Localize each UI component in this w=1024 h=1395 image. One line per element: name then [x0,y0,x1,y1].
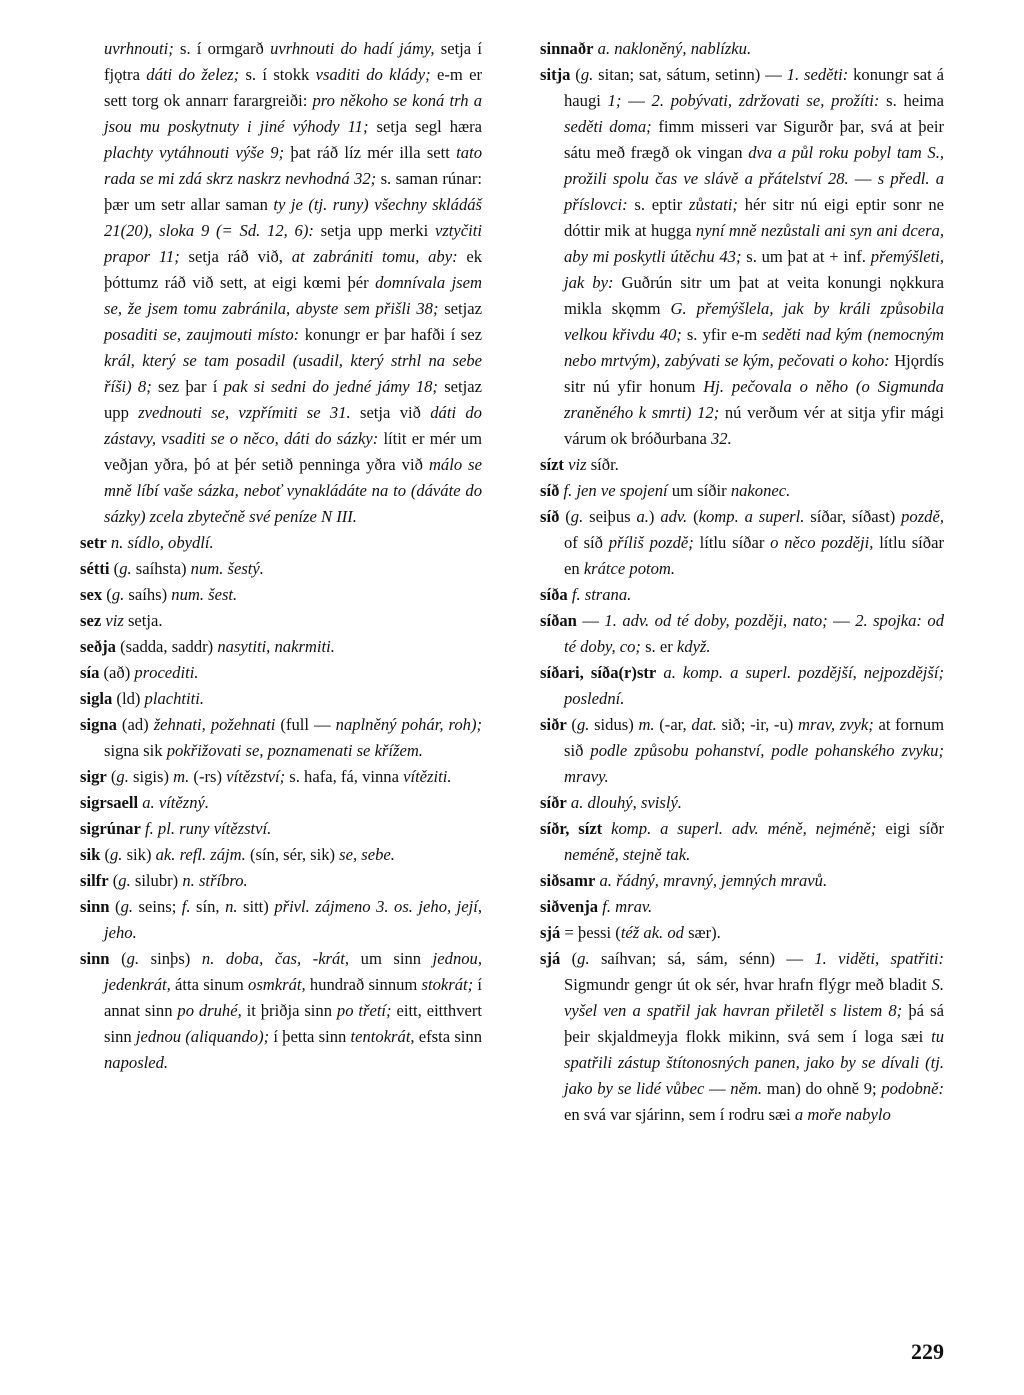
entry-text: síðar, síðast) [804,507,902,526]
entry-text: konungr er þar hafði í sez [299,325,482,344]
italic-gloss: pozdě, [901,507,944,526]
entry-text: e-m er sett torg ok annarr farargreiði: [104,65,482,110]
entry-text: um síðir [667,481,731,500]
headword: sjá [540,923,561,942]
entry-text: í þetta sinn [269,1027,351,1046]
headword: sex [80,585,103,604]
dictionary-entry [540,36,944,62]
dictionary-entry [80,634,482,660]
italic-gloss: 32. [711,429,732,448]
entry-text: saíhsta) [131,559,191,578]
entry-text: þá sá þeir skjaldmeyja flokk mikinn, svá sem í loga sæi [564,1001,944,1046]
italic-gloss: f. strana. [571,585,632,604]
entry-text: setjaz [438,299,482,318]
italic-gloss: a. [636,507,649,526]
entry-text: sitan; sat, sátum, setinn) — [593,65,787,84]
italic-gloss: pro někoho se koná trh a jsou mu poskytnuty i jiné výhody 11; [104,91,482,136]
italic-gloss: n. doba, čas, -krát, [201,949,350,968]
italic-gloss: g. [576,715,590,734]
dictionary-entry [80,530,482,556]
italic-gloss: když. [676,637,711,656]
headword: sik [80,845,101,864]
entry-text: ( [100,845,110,864]
entry-text: s. heima [879,91,945,110]
italic-gloss: dat. [691,715,717,734]
italic-gloss: plachty vytáhnouti výše 9; [104,143,285,162]
dictionary-entry [540,452,944,478]
entry-text: hundrað sinnum [305,975,422,994]
dictionary-entry [80,660,482,686]
dictionary-entry [540,608,944,660]
italic-gloss: prоcediti. [134,663,199,682]
entry-text: ( [560,949,578,968]
italic-gloss: n. stříbro. [182,871,248,890]
entry-text: saíhvan; sá, sám, sénn) — [589,949,815,968]
headword: sigla [80,689,113,708]
headword: sinn [80,897,110,916]
italic-gloss: g. [111,585,125,604]
italic-gloss: málo se mně líbí vaše sázka, neboť vynakládáte na to (dáváte do sázky) zcela zbytečně své peníze N III. [104,455,482,526]
entry-text: sinþs) [139,949,202,968]
italic-gloss: a. nakloněný, nablízku. [597,39,752,58]
entry-text: sigis) [128,767,174,786]
dictionary-entry [80,894,482,946]
headword: sjá [540,949,561,968]
italic-gloss: přemýšleti, jak by: [564,247,944,292]
italic-gloss: s předl. a příslovci: [564,169,945,214]
italic-gloss: dáti do zástavy, vsaditi se o něco, dáti do sázky: [104,403,482,448]
headword: sitja [540,65,571,84]
headword: sinnaðr [540,39,594,58]
italic-gloss: po druhé, [177,1001,242,1020]
dictionary-entry [80,556,482,582]
italic-gloss: f. jen ve spojení [563,481,668,500]
italic-gloss: a. vítězný. [142,793,210,812]
italic-gloss: naplněný pohár, roh); [335,715,483,734]
italic-gloss: S. vyšel ven a spatřil jak havran přiletěl s listem 8; [564,975,944,1020]
italic-gloss: vsaditi do klády; [315,65,431,84]
italic-gloss: g. [119,559,132,578]
italic-gloss: Hj. pečovala o něho (o Sigmunda zraněného k smrti) 12; [564,377,944,422]
entry-text: signa sik [104,741,167,760]
dictionary-entry [80,764,482,790]
entry-text: setja upp merki [313,221,435,240]
entry-text: — [848,169,878,188]
entry-text: (sín, sér, sik) [245,845,340,864]
italic-gloss: 1. viděti, spatřiti: [814,949,944,968]
italic-gloss: G. přemýšlela, jak by králi způsobila velkou křivdu 40; [564,299,945,344]
italic-gloss: zůstati; [689,195,738,214]
italic-gloss: uvrhnouti; [104,39,174,58]
italic-gloss: at zabrániti tomu, aby: [291,247,458,266]
italic-gloss: král, který se tam posadil (usadil, který strhl na sebe říši) 8; [104,351,482,396]
entry-text: þat ráð líz mér illa sett [284,143,457,162]
headword: sigrsaell [80,793,139,812]
entry-text: ( [566,715,577,734]
italic-gloss: num. šest. [171,585,238,604]
italic-gloss: krátce potom. [583,559,676,578]
entry-text: — [827,611,856,630]
entry-text: átta sinum [170,975,249,994]
italic-gloss: g. [118,871,131,890]
entry-text: eitt, eitthvert sinn [104,1001,482,1046]
italic-gloss: jednou (aliquando); [135,1027,270,1046]
entry-text: ( [559,507,571,526]
entry-text: lítlu síðar en [564,533,944,578]
entry-text: s. hafa, fá, vinna [285,767,404,786]
entry-text: fimm misseri var Sigurðr þar, svá at þeir sátu með frægð ok vingan [564,117,944,162]
entry-text: s. yfir e-m [681,325,763,344]
entry-text: (-rs) [189,767,227,786]
entry-text: ( [109,559,120,578]
entry-text: man) do ohně 9; [762,1079,882,1098]
italic-gloss: dva a půl roku pobyl tam S., prožili spolu čas ve slávě a přátelství 28. [564,143,944,188]
italic-gloss: a. dlouhý, svislý. [570,793,682,812]
entry-text: s. í ormgarð [173,39,271,58]
dictionary-entry [80,842,482,868]
entry-text: — [621,91,652,110]
entry-text: seins; [133,897,182,916]
entry-text: sitt) [237,897,275,916]
entry-text: nú verðum vér at sitja yfir mági várum ok bróðurbana [564,403,944,448]
entry-text: ( [108,871,119,890]
italic-gloss: přivl. zájmeno 3. os. jeho, její, jeho. [104,897,482,942]
headword: sez [80,611,102,630]
headword: sigrúnar [80,819,141,838]
entry-text: sær). [683,923,721,942]
entry-text: setja við [350,403,431,422]
entry-text: sez þar í [151,377,224,396]
italic-gloss: neméně, stejně tak. [564,845,691,864]
dictionary-entry [540,920,944,946]
entry-text: ( [106,767,117,786]
left-column [80,36,482,1076]
italic-gloss: komp. a superl. [698,507,805,526]
italic-gloss: m. [638,715,655,734]
entry-text: (ld) [112,689,145,708]
italic-gloss: něm. [730,1079,763,1098]
italic-gloss: a. komp. a superl. pozdější, nejpozdější; poslední. [564,663,944,708]
entry-text: ( [109,897,121,916]
headword: síð [540,481,560,500]
entry-text: of síð [564,533,609,552]
italic-gloss: posaditi se, zaujmouti místo: [104,325,300,344]
entry-text: ek þóttumz ráð við sett, at eigi kœmi þér [104,247,483,292]
italic-gloss: n. [225,897,238,916]
dictionary-entry [540,712,944,790]
italic-gloss: viz [105,611,124,630]
headword: sinn [80,949,110,968]
italic-gloss: tu spatřili zástup štítonosných panen, jako by se dívali (tj. jako by se lidé vůbec [564,1027,944,1098]
italic-gloss: seděti nad kým (nemocným nebo mrtvým), zabývati se kým, pečovati o koho: [564,325,944,370]
italic-gloss: g. [109,845,123,864]
headword: sétti [80,559,110,578]
entry-text: (að) [99,663,135,682]
entry-text: setja í fjǫtra [104,39,482,84]
italic-gloss: a. řádný, mravný, jemných mravů. [599,871,828,890]
italic-gloss: ak. refl. zájm. [155,845,246,864]
italic-gloss: po třetí; [336,1001,392,1020]
headword: seðja [80,637,116,656]
entry-text: = þessi ( [560,923,621,942]
italic-gloss: naposled. [104,1053,169,1072]
entry-text: konungr sat á haugi [564,65,944,110]
page-number: 229 [911,1339,944,1364]
italic-gloss: nyní mně nezůstali ani syn ani dcera, aby mi poskytli útěchu 43; [564,221,944,266]
headword: sigr [80,767,107,786]
italic-gloss: dáti do želez; [146,65,240,84]
headword: signa [80,715,117,734]
entry-text: síðr. [586,455,619,474]
italic-gloss: m. [173,767,190,786]
headword: síða [540,585,568,604]
italic-gloss: 1. seděti: [786,65,849,84]
italic-gloss: adv. [660,507,688,526]
italic-gloss: tato rada se mi zdá skrz naskrz nevhodná 32; [104,143,482,188]
italic-gloss: vztyčiti prapor 11; [104,221,482,266]
italic-gloss: n. sídlo, obydlí. [110,533,214,552]
entry-text: setja. [123,611,163,630]
entry-text [602,819,611,838]
entry-text: (-ar, [654,715,692,734]
dictionary-entry [80,712,482,764]
entry-text: um sinn [349,949,433,968]
headword: siðvenja [540,897,599,916]
italic-gloss: nasytiti, nakrmiti. [217,637,335,656]
italic-gloss: ty je (tj. runy) všechny skládáš 21(20), sloka 9 (= Sd. 12, 6): [104,195,482,240]
entry-text: seiþus [583,507,637,526]
dictionary-entry [80,582,482,608]
italic-gloss: g. [580,65,594,84]
entry-text: ( [109,949,127,968]
italic-gloss: g. [577,949,590,968]
entry-text: at fornum sið [564,715,944,760]
dictionary-entry [540,478,944,504]
italic-gloss: plachtiti. [144,689,205,708]
dictionary-entry [80,686,482,712]
italic-gloss: f. [181,897,191,916]
italic-gloss: pak si sedni do jedné jámy 18; [223,377,438,396]
dictionary-entry [540,894,944,920]
headword: síðan [540,611,577,630]
italic-gloss: též ak. od [620,923,684,942]
entry-text: lítit er mér um veðjan yðra, þó at þér setið penninga yðra við [104,429,482,474]
italic-gloss: pokřižovati se, poznamenati se křížem. [166,741,423,760]
headword: sízt [540,455,564,474]
italic-gloss: g. [120,897,134,916]
dictionary-entry [540,582,944,608]
entry-text: (full — [275,715,336,734]
entry-text: (sadda, saddr) [115,637,218,656]
dictionary-entry [540,816,944,868]
entry-text: Hjǫrdís sitr nú yfir honum [564,351,944,396]
dictionary-entry [540,62,944,452]
italic-gloss: a moře nabylo [794,1105,891,1124]
italic-gloss: tentokrát, [350,1027,415,1046]
italic-gloss: g. [126,949,140,968]
italic-gloss: jednou, jedenkrát, [104,949,482,994]
dictionary-entry [540,868,944,894]
entry-text: setja segl hæra [368,117,482,136]
entry-text: Guðrún sitr um þat at veita konungi nǫkkura mikla skǫmm [564,273,944,318]
entry-text: ( [687,507,699,526]
italic-gloss: stokrát; [421,975,474,994]
dictionary-entry [80,608,482,634]
entry-text: sín, [190,897,226,916]
italic-gloss: num. šestý. [190,559,264,578]
italic-gloss: vítězství; [226,767,286,786]
entry-text: Sigmundr gengr út ok sér, hvar hrafn flýgr með bladit [564,975,932,994]
italic-gloss: f. pl. runy vítězství. [145,819,272,838]
italic-gloss: osmkrát, [248,975,306,994]
italic-gloss: příliš pozdě; [608,533,694,552]
entry-text: s. um þat at + inf. [741,247,871,266]
italic-gloss: nakonec. [730,481,791,500]
entry-text: — [576,611,605,630]
italic-gloss: f. mrav. [602,897,653,916]
entry-text: í annat sinn [104,975,483,1020]
italic-gloss: žehnati, požehnati [153,715,276,734]
entry-text: setjaz upp [104,377,482,422]
italic-gloss: zvednouti se, vzpřímiti se 31. [138,403,351,422]
italic-gloss: mrav, zvyk; [797,715,874,734]
italic-gloss: komp. a superl. adv. méně, nejméně; [611,819,877,838]
italic-gloss: 1. adv. od té doby, později, nato; [604,611,828,630]
dictionary-entry [80,946,482,1076]
entry-text: ( [102,585,112,604]
italic-gloss: o něco později, [770,533,874,552]
italic-gloss: domnívala jsem se, že jsem tomu zabránila, abyste sem přišli 38; [104,273,482,318]
entry-text: setja ráð við, [179,247,292,266]
entry-text: ) [648,507,661,526]
italic-gloss: podle způsobu pohanství, podle pohanského zvyku; mravy. [564,741,944,786]
italic-gloss: 2. spojka: od té doby, co; [564,611,944,656]
entry-text: it þriðja sinn [241,1001,337,1020]
entry-text: saíhs) [124,585,172,604]
dictionary-entry [540,504,944,582]
italic-gloss: uvrhnouti do hadí jámy, [270,39,435,58]
right-column [540,36,944,1128]
headword: silfr [80,871,109,890]
headword: síð [540,507,560,526]
dictionary-entry [80,790,482,816]
entry-text: sik) [122,845,156,864]
italic-gloss: vítěziti. [403,767,452,786]
italic-gloss: seděti doma; [564,117,652,136]
entry-text: lítlu síðar [693,533,771,552]
italic-gloss: g. [116,767,129,786]
dictionary-entry [540,660,944,712]
entry-text: s. saman rúnar: þær um setr allar saman [104,169,482,214]
italic-gloss: podobně: [881,1079,944,1098]
entry-text: efsta sinn [414,1027,482,1046]
entry-text: s. eptir [627,195,690,214]
headword: síðr [540,793,567,812]
entry-continuation [80,36,482,530]
dictionary-entry [80,868,482,894]
headword: setr [80,533,107,552]
dictionary-entry [540,790,944,816]
italic-gloss: viz [568,455,587,474]
headword: siðr [540,715,567,734]
entry-text: silubr) [130,871,183,890]
headword: síðr, sízt [540,819,603,838]
italic-gloss: 2. pobývati, zdržovati se, prožíti: [651,91,880,110]
entry-text: (ad) [116,715,154,734]
headword: siðsamr [540,871,596,890]
italic-gloss: g. [570,507,584,526]
headword: síðari, síða(r)str [540,663,657,682]
entry-text: s. er [640,637,677,656]
dictionary-entry [540,946,944,1128]
entry-text: s. í stokk [239,65,316,84]
entry-text: sið; -ir, -u) [716,715,798,734]
entry-text: eigi síðr [876,819,945,838]
italic-gloss: 1; [607,91,622,110]
entry-text: en svá var sjárinn, sem í rodru sæi [564,1105,795,1124]
entry-text: ( [570,65,581,84]
entry-text: — [704,1079,731,1098]
headword: sía [80,663,100,682]
italic-gloss: se, sebe. [339,845,395,864]
entry-text: hér sitr nú eigi eptir sonr ne dóttir mik at hugga [564,195,944,240]
dictionary-entry [80,816,482,842]
entry-text: sidus) [589,715,639,734]
